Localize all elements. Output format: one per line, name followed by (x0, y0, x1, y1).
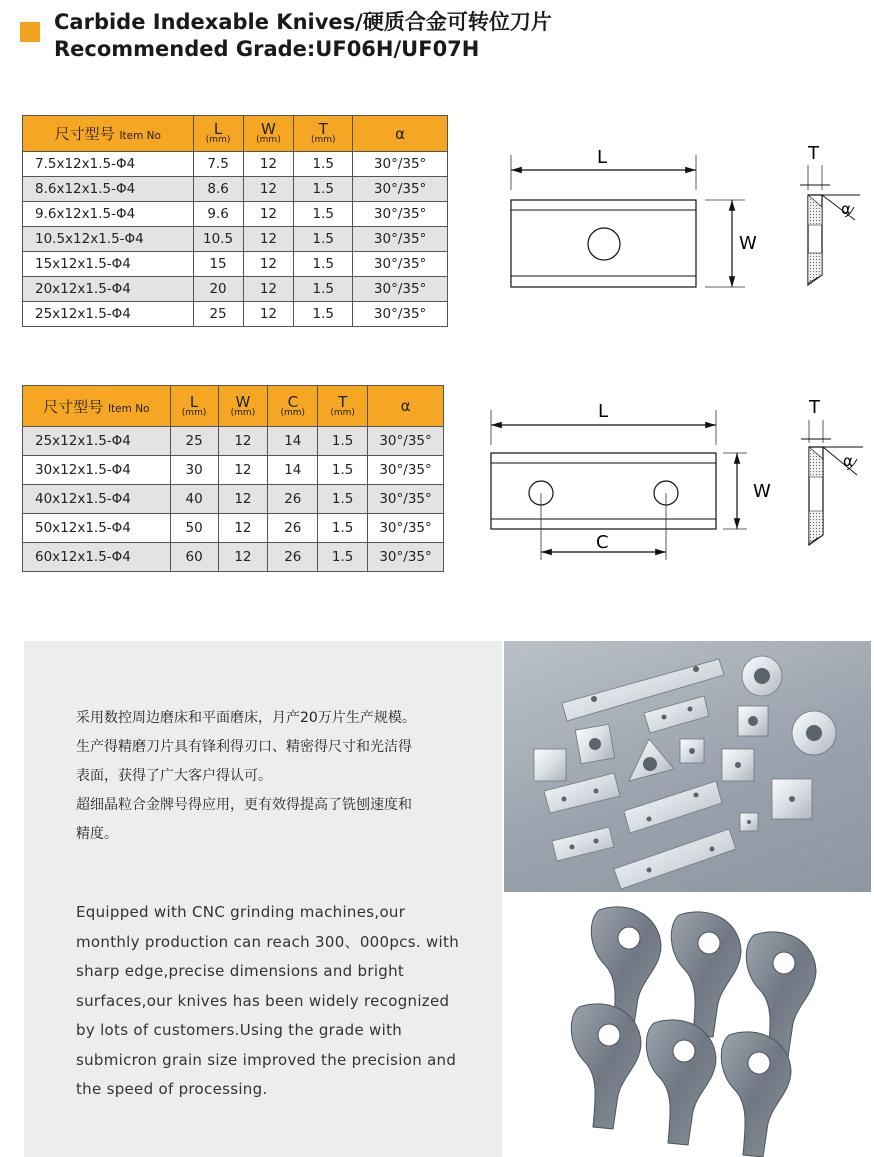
item-header-cn: 尺寸型号 (43, 397, 104, 416)
cell-T: 1.5 (318, 543, 368, 572)
header-T-label: T (338, 392, 348, 411)
header-C-label: C (287, 392, 299, 411)
cell-T: 1.5 (318, 427, 368, 456)
table-row (23, 277, 448, 302)
table-header-row (23, 386, 444, 427)
cell-T: 1.5 (294, 202, 353, 227)
cn-line-1: 采用数控周边磨床和平面磨床，月产20万片生产规模。 (76, 710, 416, 726)
cell-W: 12 (243, 277, 294, 302)
cell-W: 12 (243, 227, 294, 252)
cell-T: 1.5 (294, 152, 353, 177)
cell-alpha: 30°/35° (368, 514, 444, 543)
title-line-2: Recommended Grade:UF06H/UF07H (54, 37, 480, 61)
table-row (23, 177, 448, 202)
description-cn (76, 704, 476, 849)
col-header-L (170, 386, 218, 427)
cell-item: 9.6x12x1.5-Φ4 (23, 202, 194, 227)
cell-W: 12 (243, 252, 294, 277)
table-row (23, 302, 448, 327)
cell-item: 7.5x12x1.5-Φ4 (23, 152, 194, 177)
insert-knife-bottom-left (552, 827, 614, 861)
product-photo-inserts (504, 641, 871, 892)
cn-line-4: 超细晶粒合金牌号得应用，更有效得提高了铣刨速度和 (76, 797, 412, 813)
cell-alpha: 30°/35° (353, 177, 448, 202)
table-row (23, 514, 444, 543)
cell-item: 60x12x1.5-Φ4 (23, 543, 171, 572)
table-row (23, 152, 448, 177)
table-row (23, 227, 448, 252)
cell-W: 12 (243, 202, 294, 227)
label-L: L (597, 147, 608, 168)
profile-knives-illustration (504, 895, 871, 1157)
cell-W: 12 (243, 302, 294, 327)
cell-alpha: 30°/35° (353, 302, 448, 327)
label-T: T (809, 397, 820, 418)
cell-L: 9.6 (193, 202, 243, 227)
inserts-illustration (504, 641, 871, 892)
table-row (23, 543, 444, 572)
cell-C: 14 (268, 427, 318, 456)
label-W: W (739, 233, 757, 254)
cell-L: 8.6 (193, 177, 243, 202)
cell-item: 15x12x1.5-Φ4 (23, 252, 194, 277)
cell-item: 25x12x1.5-Φ4 (23, 427, 171, 456)
label-alpha: α (841, 200, 851, 218)
cell-W: 12 (243, 177, 294, 202)
col-header-T (318, 386, 368, 427)
cn-line-2: 生产得精磨刀片具有锋利得刃口、精密得尺寸和光洁得 (76, 739, 412, 755)
header-W-label: W (261, 120, 276, 138)
label-T: T (808, 143, 819, 164)
col-header-item (23, 386, 171, 427)
cell-alpha: 30°/35° (353, 252, 448, 277)
knife-diagram-single-hole (500, 135, 870, 300)
cell-alpha: 30°/35° (353, 277, 448, 302)
cell-L: 50 (170, 514, 218, 543)
cell-W: 12 (218, 485, 268, 514)
cell-W: 12 (243, 152, 294, 177)
col-header-W (218, 386, 268, 427)
label-L: L (598, 401, 609, 422)
cell-item: 8.6x12x1.5-Φ4 (23, 177, 194, 202)
table-row (23, 202, 448, 227)
cell-T: 1.5 (294, 177, 353, 202)
label-alpha: α (843, 452, 853, 470)
cell-W: 12 (218, 514, 268, 543)
cell-alpha: 30°/35° (368, 543, 444, 572)
cell-W: 12 (218, 456, 268, 485)
header-L-unit: (mm) (181, 407, 207, 418)
profile-knife-5 (646, 1020, 716, 1145)
profile-knife-6 (721, 1032, 791, 1157)
profile-knife-4 (571, 1004, 641, 1129)
cell-alpha: 30°/35° (368, 427, 444, 456)
header-C-unit: (mm) (280, 407, 306, 418)
header-L-label: L (213, 120, 223, 138)
cell-T: 1.5 (294, 302, 353, 327)
item-header-cn: 尺寸型号 (54, 125, 115, 143)
knife-diagram-double-hole (485, 395, 870, 570)
cell-L: 60 (170, 543, 218, 572)
cell-item: 40x12x1.5-Φ4 (23, 485, 171, 514)
insert-knife-center (624, 781, 722, 833)
label-W: W (753, 481, 771, 502)
cell-T: 1.5 (318, 456, 368, 485)
knife-body (491, 453, 716, 529)
cell-alpha: 30°/35° (368, 485, 444, 514)
profile-bevel-bottom (809, 511, 823, 543)
cell-alpha: 30°/35° (353, 227, 448, 252)
col-header-alpha: α (368, 386, 444, 427)
cell-T: 1.5 (294, 252, 353, 277)
cell-C: 26 (268, 485, 318, 514)
cn-line-5: 精度。 (76, 826, 118, 842)
table-row (23, 252, 448, 277)
header-T-unit: (mm) (311, 135, 336, 145)
cell-alpha: 30°/35° (368, 456, 444, 485)
col-header-alpha: α (353, 116, 448, 152)
cell-item: 30x12x1.5-Φ4 (23, 456, 171, 485)
table-row (23, 427, 444, 456)
header-T-label: T (318, 120, 328, 138)
cell-L: 7.5 (193, 152, 243, 177)
cell-C: 26 (268, 514, 318, 543)
col-header-T (294, 116, 353, 152)
cell-C: 26 (268, 543, 318, 572)
cell-T: 1.5 (294, 227, 353, 252)
cell-item: 20x12x1.5-Φ4 (23, 277, 194, 302)
spec-table-double-hole (22, 385, 444, 572)
cell-alpha: 30°/35° (353, 152, 448, 177)
cell-item: 50x12x1.5-Φ4 (23, 514, 171, 543)
header-W-unit: (mm) (230, 407, 256, 418)
cell-L: 25 (170, 427, 218, 456)
title-accent-square (20, 22, 40, 42)
label-C: C (596, 532, 609, 553)
table-row (23, 456, 444, 485)
cell-C: 14 (268, 456, 318, 485)
col-header-C (268, 386, 318, 427)
cell-T: 1.5 (318, 514, 368, 543)
cell-L: 40 (170, 485, 218, 514)
item-header-en: Item No (107, 402, 150, 415)
cell-T: 1.5 (318, 485, 368, 514)
cell-T: 1.5 (294, 277, 353, 302)
cell-L: 10.5 (193, 227, 243, 252)
col-header-L (193, 116, 243, 152)
mount-hole (588, 228, 620, 260)
table-row (23, 485, 444, 514)
insert-knife-bottom (614, 829, 736, 889)
profile-bevel-bottom (808, 253, 822, 283)
cell-item: 25x12x1.5-Φ4 (23, 302, 194, 327)
header-W-label: W (235, 392, 251, 411)
table-header-row (23, 116, 448, 152)
product-photo-profile-knives (504, 895, 871, 1157)
cell-L: 15 (193, 252, 243, 277)
profile-knife-2 (671, 912, 741, 1037)
cell-W: 12 (218, 427, 268, 456)
header-L-unit: (mm) (205, 135, 231, 145)
cn-line-3: 表面，获得了广大客户得认可。 (76, 768, 272, 784)
cell-L: 20 (193, 277, 243, 302)
insert-square (534, 749, 566, 781)
insert-small-knife (644, 696, 709, 733)
cell-item: 10.5x12x1.5-Φ4 (23, 227, 194, 252)
title-line-1: Carbide Indexable Knives/硬质合金可转位刀片 (54, 10, 552, 34)
spec-table-single-hole (22, 115, 448, 327)
page-title (54, 9, 552, 63)
header-W-unit: (mm) (256, 135, 281, 145)
cell-W: 12 (218, 543, 268, 572)
item-header-en: Item No (119, 130, 161, 142)
col-header-W (243, 116, 294, 152)
description-en: Equipped with CNC grinding machines,our monthly production can reach 300、000pcs. with sharp edge,precise dimensions and bright surfaces,our knives has been widely recognized by lots of customers.Using the grade with submicron grain size improved the precision and the speed of processing. (76, 903, 460, 1098)
col-header-item (23, 116, 194, 152)
header-T-unit: (mm) (330, 407, 355, 418)
cell-L: 30 (170, 456, 218, 485)
cell-alpha: 30°/35° (353, 202, 448, 227)
cell-L: 25 (193, 302, 243, 327)
header-L-label: L (189, 392, 199, 411)
